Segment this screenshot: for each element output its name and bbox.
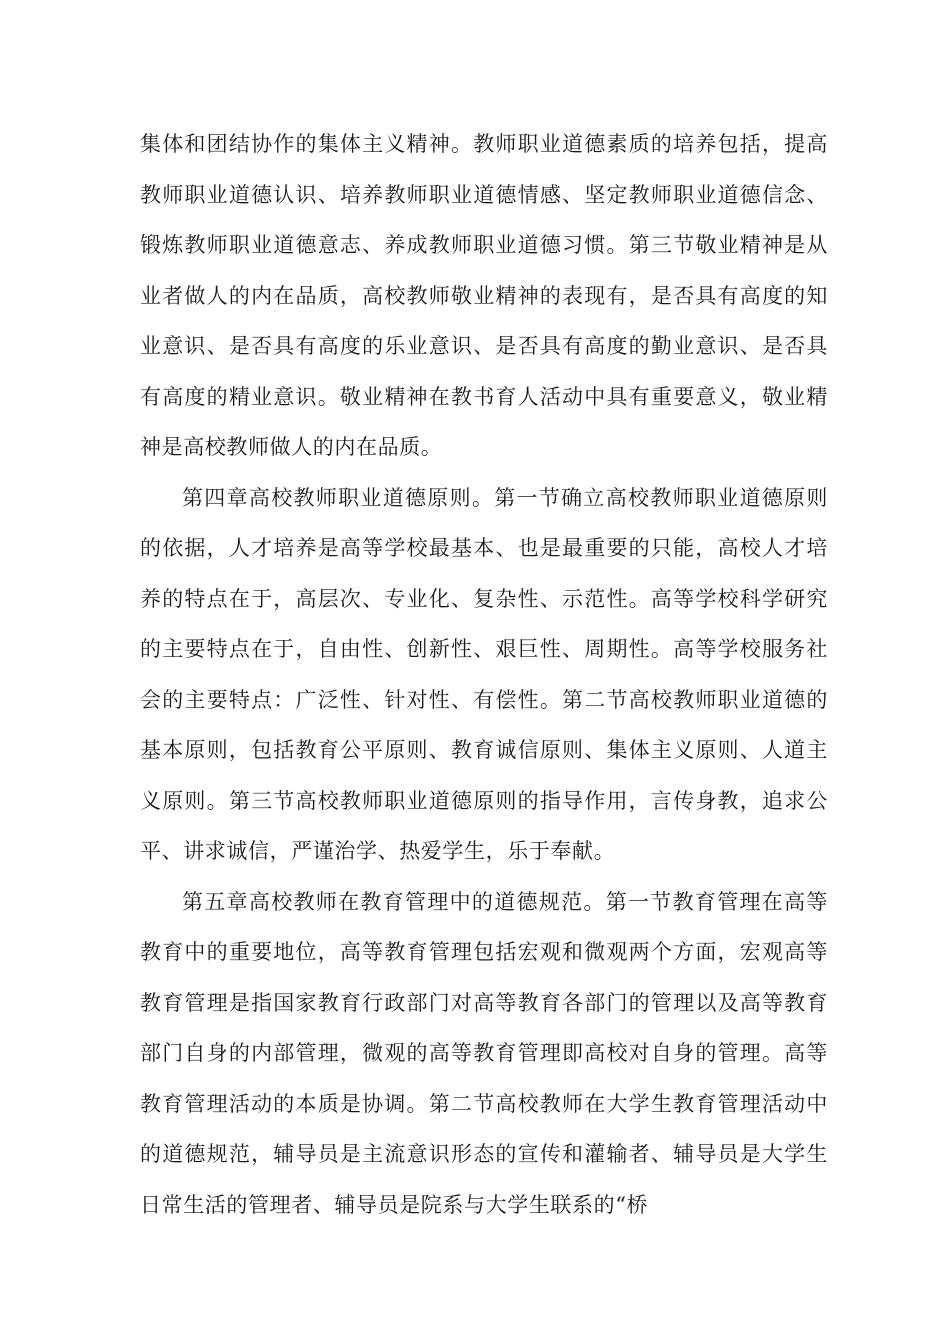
- document-body: [140, 119, 828, 1230]
- paragraph-chapter-five: 第五章高校教师在教育管理中的道德规范。第一节教育管理在高等教育中的重要地位，高等教育管理包括宏观和微观两个方面，宏观高等教育管理是指国家教育行政部门对高等教育各部门的管理以及高等教育部门自身的内部管理，微观的高等教育管理即高校对自身的管理。高等教育管理活动的本质是协调。第二节高校教师在大学生教育管理活动中的道德规范，辅导员是主流意识形态的宣传和灌输者、辅导员是大学生日常生活的管理者、辅导员是院系与大学生联系的“桥: [140, 889, 828, 1217]
- paragraph-chapter-four: 第四章高校教师职业道德原则。第一节确立高校教师职业道德原则的依据，人才培养是高等学校最基本、也是最重要的只能，高校人才培养的特点在于，高层次、专业化、复杂性、示范性。高等学校科学研究的主要特点在于，自由性、创新性、艰巨性、周期性。高等学校服务社会的主要特点：广泛性、针对性、有偿性。第二节高校教师职业道德的基本原则，包括教育公平原则、教育诚信原则、集体主义原则、人道主义原则。第三节高校教师职业道德原则的指导作用，言传身教，追求公平、讲求诚信，严谨治学、热爱学生，乐于奉献。: [140, 485, 828, 863]
- paragraph-continued-chapter-three: 集体和团结协作的集体主义精神。教师职业道德素质的培养包括，提高教师职业道德认识、培养教师职业道德情感、坚定教师职业道德信念、锻炼教师职业道德意志、养成教师职业道德习惯。第三节敬业精神是从业者做人的内在品质，高校教师敬业精神的表现有，是否具有高度的知业意识、是否具有高度的乐业意识、是否具有高度的勤业意识、是否具有高度的精业意识。敬业精神在教书育人活动中具有重要意义，敬业精神是高校教师做人的内在品质。: [140, 132, 828, 459]
